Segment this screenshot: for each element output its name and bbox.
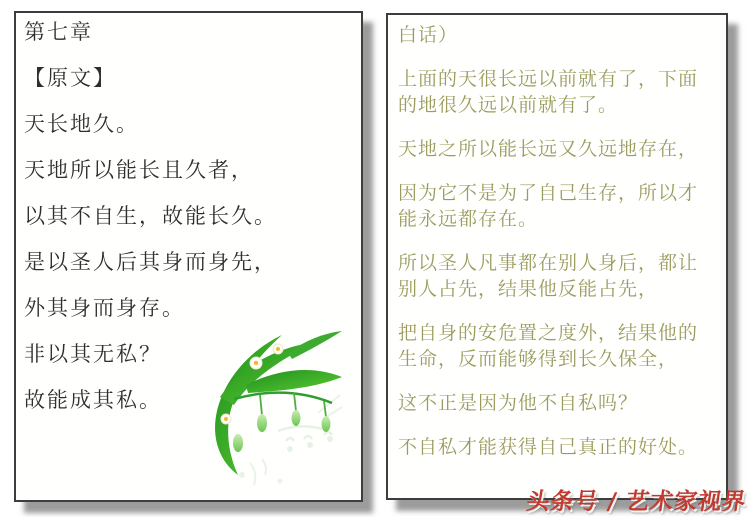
- watermark: 头条号 / 艺术家视界: [524, 489, 748, 515]
- vernacular-paragraph: 天地之所以能长远又久远地存在，: [398, 138, 699, 160]
- vernacular-paragraph: 因为它不是为了自己生存，所以才能永远都存在。: [398, 182, 699, 230]
- original-text-panel: [14, 11, 363, 502]
- original-line: 天地所以能长且久者，: [24, 158, 254, 182]
- original-line: 天长地久。: [24, 112, 139, 136]
- vernacular-paragraph: 上面的天很长远以前就有了，下面的地很久远以前就有了。: [398, 68, 699, 116]
- original-section-label: 【原文】: [24, 66, 116, 90]
- original-line: 非以其无私？: [24, 342, 162, 366]
- vernacular-paragraph: 把自身的安危置之度外，结果他的生命，反而能够得到长久保全，: [398, 322, 699, 370]
- bud: [292, 410, 301, 426]
- vernacular-paragraph: 所以圣人凡事都在别人身后，都让别人占先，结果他反能占先，: [398, 252, 699, 300]
- bud: [257, 414, 267, 432]
- bud: [233, 434, 243, 452]
- original-line: 以其不自生，故能长久。: [24, 204, 277, 228]
- vernacular-paragraph: 这不正是因为他不自私吗？: [398, 392, 639, 414]
- vernacular-paragraph: 不自私才能获得自己真正的好处。: [398, 436, 699, 458]
- vernacular-panel: [386, 13, 728, 500]
- original-line: 外其身而身存。: [24, 296, 185, 320]
- vernacular-label: 白话）: [398, 24, 459, 46]
- original-line: 故能成其私。: [24, 388, 162, 412]
- original-line: 是以圣人后其身而身先，: [24, 250, 277, 274]
- bud: [322, 416, 331, 432]
- chapter-title: 第七章: [24, 20, 93, 44]
